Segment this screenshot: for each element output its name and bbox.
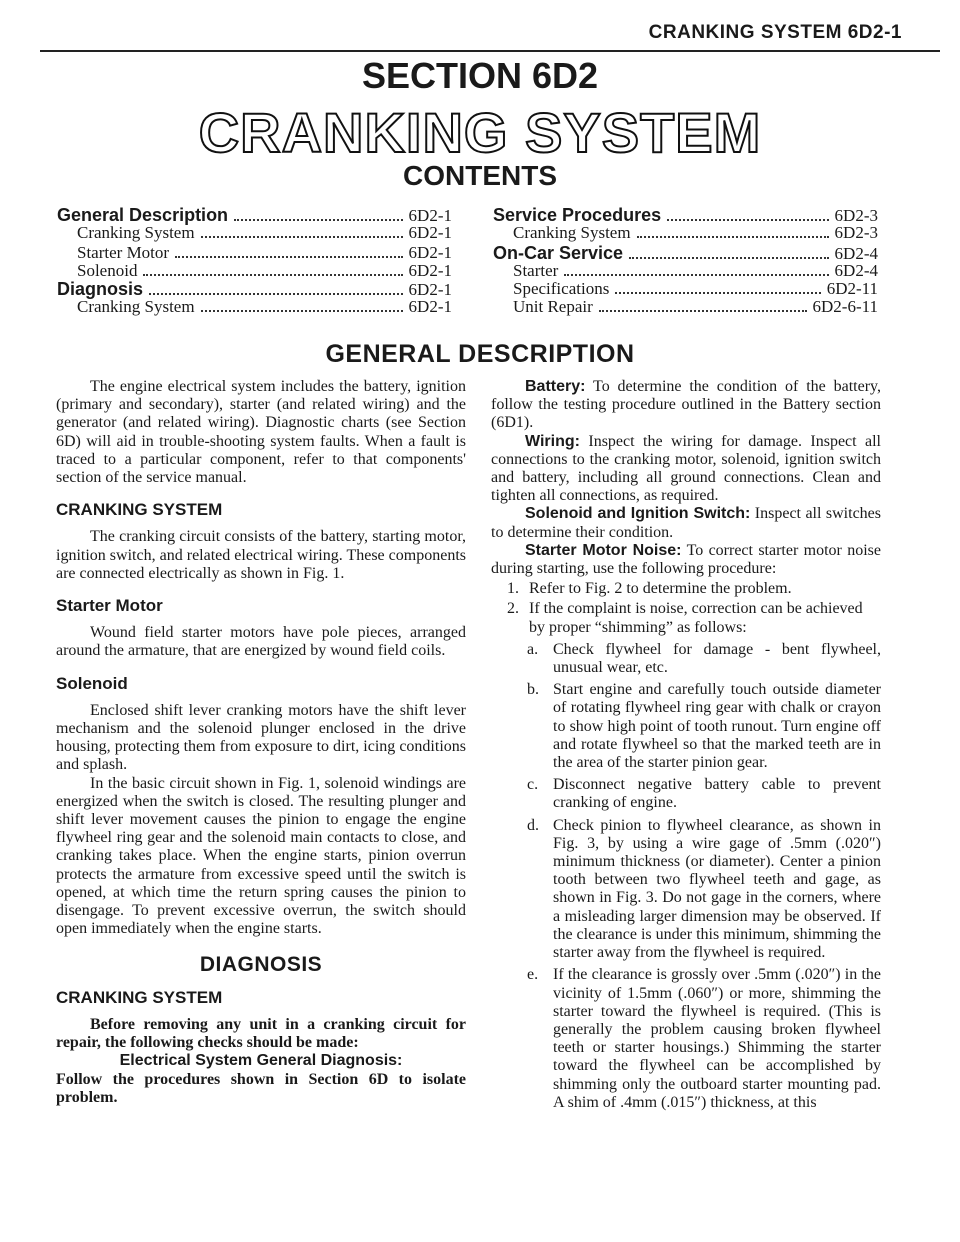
procedure-substep xyxy=(527,776,881,812)
toc-entry[interactable] xyxy=(493,206,878,224)
body-text: To determine the condition of the battery, follow the testing procedure outlined in the Battery section (6D1). xyxy=(491,378,881,432)
solenoid-paragraph-2: In the basic circuit shown in Fig. 1, solenoid windings are energized when the switch is closed. The resulting plunger and shift lever movement causes the pinion to engage the engine flywheel ring gear and the solenoid main contacts to close, and cranking takes place. When the engine starts, pinion overrun protects the armature from excessive speed until the switch is opened, at which time the return spring causes the pinion to disengage. To prevent excessive overrun, the switch should open immediately when the engine starts. xyxy=(56,774,466,938)
lead-text: Electrical System General Diagnosis: xyxy=(119,1052,403,1070)
substep-text: Check flywheel for damage - bent flywheel, unusual wear, etc. xyxy=(553,640,881,677)
toc-title: Service Procedures xyxy=(493,205,662,225)
lead-text: Wiring: xyxy=(525,432,580,450)
starter-noise-paragraph xyxy=(491,542,881,578)
toc-title: On-Car Service xyxy=(493,243,624,263)
toc-page: 6D2-3 xyxy=(834,223,878,242)
toc-page: 6D2-1 xyxy=(408,261,452,280)
body-text: Inspect the wiring for damage. Inspect all connections to the cranking motor, solenoid, ignition switch and battery, including all ground connections. Clean and tighten all connections, as required. xyxy=(491,432,882,505)
lead-text: Starter Motor Noise: xyxy=(525,541,682,559)
cranking-system-heading: CRANKING SYSTEM xyxy=(56,500,223,520)
toc-title: Solenoid xyxy=(77,261,138,280)
substep-letter: e. xyxy=(527,966,539,984)
toc-title: Unit Repair xyxy=(513,297,593,316)
toc-title: Starter xyxy=(513,261,559,280)
step-text: Refer to Fig. 2 to determine the problem. xyxy=(529,580,792,598)
left-column xyxy=(56,378,466,1107)
toc-page: 6D2-1 xyxy=(408,223,452,242)
substep-letter: a. xyxy=(527,640,539,658)
toc-entry[interactable] xyxy=(57,244,452,262)
body-text: Inspect all switches to determine their condition. xyxy=(491,505,881,541)
contents-heading: CONTENTS xyxy=(403,160,557,191)
electrical-diagnosis-text: Follow the procedures shown in Section 6D to isolate problem. xyxy=(56,1070,466,1106)
general-description-heading: GENERAL DESCRIPTION xyxy=(325,340,635,368)
substep-letter: d. xyxy=(527,816,539,834)
toc-title: Diagnosis xyxy=(57,279,144,299)
section-label: SECTION 6D2 xyxy=(361,55,599,96)
substep-text: If the clearance is grossly over .5mm (.020″) in the vicinity of 1.5mm (.060″) or more, shimming the starter toward the flywheel is required. (This is generally the problem causing broken flywheel teeth or starter housings.) Shimming the starter toward the flywheel can be accomplished by shimming only the outboard starter mounting pad. A shim of .4mm (.015″) thickness, at this xyxy=(553,966,881,1111)
starter-paragraph: Wound field starter motors have pole pieces, arranged around the armature, that are energized by wound field coils. xyxy=(56,624,466,660)
toc-right xyxy=(493,206,878,316)
toc-left xyxy=(57,206,452,316)
toc-entry[interactable] xyxy=(57,206,452,224)
toc-entry[interactable] xyxy=(57,262,452,280)
toc-entry[interactable] xyxy=(493,262,878,280)
toc-page: 6D2-1 xyxy=(408,297,452,316)
toc-page: 6D2-1 xyxy=(408,280,452,299)
wiring-paragraph xyxy=(491,433,881,506)
diagnosis-cranking-heading: CRANKING SYSTEM xyxy=(56,987,223,1007)
solenoid-paragraph-1: Enclosed shift lever cranking motors have the shift lever mechanism and the solenoid plunger enclosed in the drive housing, protecting them from exposure to dirt, icing conditions and splash. xyxy=(56,701,466,774)
solenoid-heading: Solenoid xyxy=(56,673,128,693)
toc-entry[interactable] xyxy=(493,280,878,298)
toc-title: Cranking System xyxy=(77,223,195,242)
toc-title: General Description xyxy=(57,205,229,225)
procedure-substep xyxy=(527,681,881,772)
substep-text: Disconnect negative battery cable to prevent cranking of engine. xyxy=(553,776,881,812)
toc-entry[interactable] xyxy=(493,244,878,262)
toc-entry[interactable] xyxy=(57,298,452,316)
toc-title: Specifications xyxy=(513,279,610,298)
toc-entry[interactable] xyxy=(57,224,452,242)
lead-text: Battery: xyxy=(525,378,586,395)
body-text: To correct starter motor noise during starting, use the following procedure: xyxy=(491,541,881,578)
diagnosis-heading: DIAGNOSIS xyxy=(199,953,323,977)
substep-letter: b. xyxy=(527,681,539,699)
right-column xyxy=(491,378,881,1116)
toc-page: 6D2-1 xyxy=(408,243,452,262)
cranking-paragraph: The cranking circuit consists of the battery, starting motor, ignition switch, and related electrical wiring. These components are connected electrically as shown in Fig. 1. xyxy=(56,528,466,582)
solenoid-switch-paragraph xyxy=(491,505,881,541)
step-number: 1. xyxy=(507,580,519,598)
toc-entry[interactable] xyxy=(493,224,878,242)
procedure-substep xyxy=(527,817,881,963)
toc-page: 6D2-3 xyxy=(834,206,878,225)
procedure-step xyxy=(491,580,881,598)
toc-entry[interactable] xyxy=(493,298,878,316)
procedure-substep xyxy=(527,966,881,1112)
substep-letter: c. xyxy=(527,776,539,794)
toc-entry[interactable] xyxy=(57,280,452,298)
starter-motor-heading: Starter Motor xyxy=(56,596,163,616)
toc-page: 6D2-1 xyxy=(408,206,452,225)
diagnosis-intro: Before removing any unit in a cranking circuit for repair, the following checks should be made: xyxy=(56,1015,466,1052)
procedure-step xyxy=(491,600,881,636)
toc-title: Cranking System xyxy=(77,297,195,316)
step-number: 2. xyxy=(507,600,519,618)
toc-page: 6D2-4 xyxy=(834,261,878,280)
intro-paragraph: The engine electrical system includes the battery, ignition (primary and secondary), starter (and related wiring) and the generator (and related wiring). Diagnostic charts (see Section 6D) will aid in trouble-shooting system faults. When a fault is traced to a particular component, refer to that components' section of the service manual. xyxy=(56,378,466,487)
electrical-diagnosis-lead xyxy=(56,1052,466,1070)
toc-title: Cranking System xyxy=(513,223,631,242)
header-rule xyxy=(40,50,940,52)
toc-page: 6D2-4 xyxy=(834,244,878,263)
running-head: CRANKING SYSTEM 6D2-1 xyxy=(648,22,902,43)
step-text: If the complaint is noise, correction can be achieved by proper “shimming” as follows: xyxy=(529,600,863,636)
toc-page: 6D2-6-11 xyxy=(812,297,878,316)
substep-text: Check pinion to flywheel clearance, as shown in Fig. 3, by using a wire gage of .5mm (.020″) minimum thickness (or diameter). Center a pinion tooth between two flywheel teeth and gage, as shown in Fig. 3. Do not gage in the corners, where a misleading larger dimension may be observed. If the clearance is under this minimum, shimming the starter away from the flywheel is required. xyxy=(553,816,881,962)
toc-title: Starter Motor xyxy=(77,243,170,262)
page-title: CRANKING SYSTEM xyxy=(198,101,762,164)
toc-page: 6D2-11 xyxy=(826,279,878,298)
battery-paragraph xyxy=(491,378,881,433)
lead-text: Solenoid and Ignition Switch: xyxy=(525,505,751,523)
procedure-substep xyxy=(527,641,881,677)
substep-text: Start engine and carefully touch outside diameter of rotating flywheel ring gear with chalk or crayon to show high point of tooth runout. Turn engine off and rotate flywheel so that the marked teeth are in the area of the starter pinion gear. xyxy=(553,681,881,772)
